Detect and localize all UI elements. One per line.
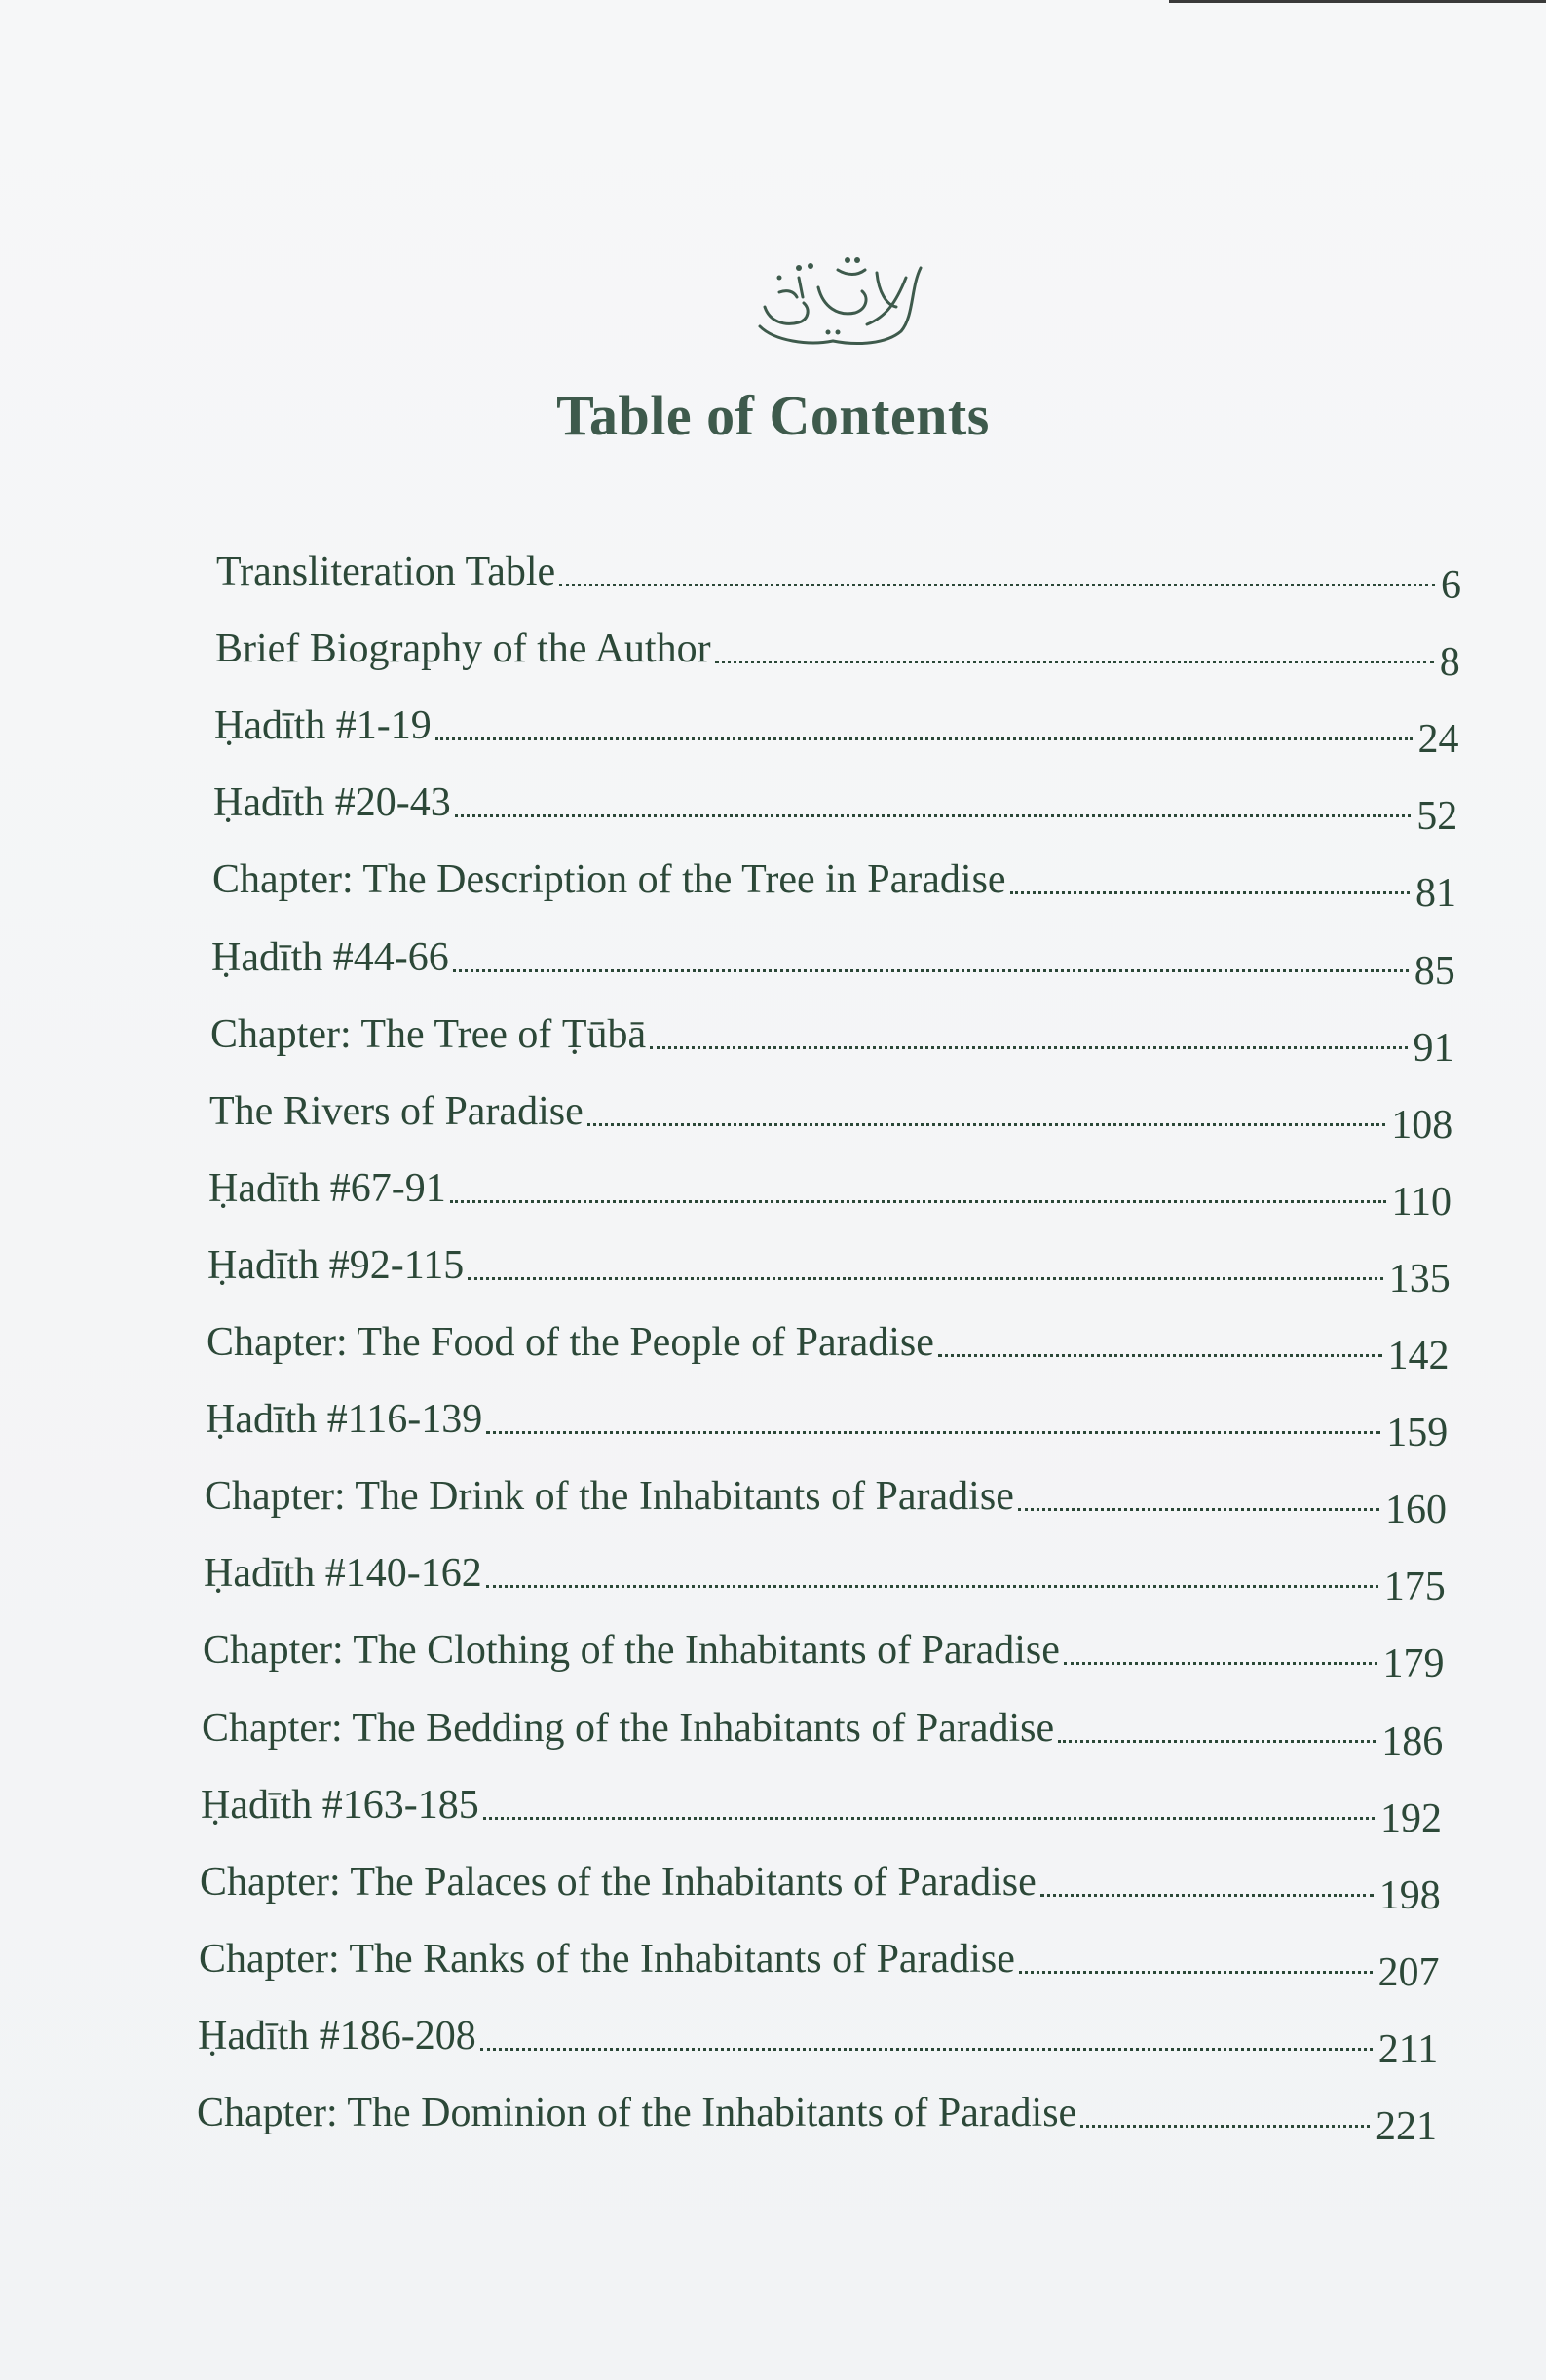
toc-entry-page-number: 108 bbox=[1391, 1102, 1453, 1148]
toc-entry-page-number: 192 bbox=[1380, 1795, 1442, 1841]
page-title: Table of Contents bbox=[556, 384, 990, 447]
toc-entry-label: Ḥadīth #20-43 bbox=[213, 780, 451, 826]
dot-leader bbox=[1018, 1508, 1379, 1511]
toc-entry-label: Ḥadīth #44-66 bbox=[211, 934, 449, 980]
toc-entry-page-number: 198 bbox=[1378, 1872, 1441, 1918]
dot-leader bbox=[483, 1817, 1375, 1820]
toc-entry-page-number: 160 bbox=[1385, 1488, 1447, 1533]
dot-leader bbox=[559, 584, 1435, 586]
toc-entry bbox=[198, 1998, 1439, 2072]
dot-leader bbox=[1058, 1740, 1376, 1743]
toc-entry bbox=[209, 1074, 1453, 1148]
toc-entry-label: Chapter: The Palaces of the Inhabitants of Paradise bbox=[200, 1859, 1037, 1905]
toc-entry-label: Ḥadīth #140-162 bbox=[204, 1551, 482, 1597]
toc-entry bbox=[214, 688, 1459, 763]
toc-entry-label: Brief Biography of the Author bbox=[215, 626, 711, 672]
dot-leader bbox=[486, 1585, 1378, 1588]
toc-entry bbox=[203, 1612, 1445, 1687]
dot-leader bbox=[938, 1354, 1382, 1357]
toc-entry bbox=[210, 997, 1454, 1071]
toc-entry-page-number: 81 bbox=[1415, 871, 1456, 917]
toc-entry-page-number: 6 bbox=[1441, 563, 1461, 608]
dot-leader bbox=[455, 814, 1411, 817]
toc-entry-page-number: 159 bbox=[1386, 1411, 1449, 1456]
dot-leader bbox=[1019, 1971, 1373, 1974]
toc-entry-page-number: 207 bbox=[1377, 1949, 1440, 1995]
toc-entry-label: Ḥadīth #67-91 bbox=[208, 1165, 446, 1211]
toc-entry-page-number: 211 bbox=[1377, 2026, 1439, 2072]
toc-entry bbox=[204, 1535, 1446, 1610]
toc-entry-label: The Rivers of Paradise bbox=[209, 1088, 584, 1134]
toc-entry-page-number: 186 bbox=[1381, 1719, 1444, 1764]
dot-leader bbox=[1010, 891, 1410, 894]
toc-entry bbox=[202, 1690, 1444, 1764]
dot-leader bbox=[1080, 2125, 1370, 2128]
toc-entry bbox=[216, 534, 1461, 608]
dot-leader bbox=[486, 1431, 1380, 1434]
toc-entry bbox=[205, 1458, 1447, 1533]
toc-entry bbox=[215, 611, 1460, 686]
toc-entry-label: Chapter: The Drink of the Inhabitants of Paradise bbox=[205, 1474, 1014, 1520]
toc-entry bbox=[197, 2075, 1437, 2149]
toc-entry-label: Chapter: The Clothing of the Inhabitants of Paradise bbox=[203, 1628, 1060, 1674]
toc-entry-label: Transliteration Table bbox=[216, 549, 556, 594]
toc-entry-page-number: 24 bbox=[1417, 717, 1459, 763]
toc-entry-label: Chapter: The Bedding of the Inhabitants of Paradise bbox=[202, 1705, 1055, 1751]
toc-entry-label: Chapter: The Ranks of the Inhabitants of Paradise bbox=[199, 1936, 1015, 1982]
toc-entry-label: Ḥadīth #92-115 bbox=[207, 1242, 465, 1288]
toc-entry-label: Ḥadīth #163-185 bbox=[201, 1782, 479, 1828]
toc-entry-page-number: 135 bbox=[1388, 1256, 1451, 1302]
dot-leader bbox=[450, 1200, 1386, 1203]
toc-entry bbox=[212, 842, 1456, 917]
toc-entry bbox=[207, 1304, 1450, 1379]
toc-entry-page-number: 221 bbox=[1376, 2104, 1437, 2149]
toc-entry bbox=[206, 1381, 1449, 1456]
dot-leader bbox=[480, 2048, 1373, 2051]
dot-leader bbox=[1040, 1894, 1374, 1897]
toc-entry-page-number: 142 bbox=[1387, 1334, 1450, 1379]
toc-entry-page-number: 179 bbox=[1382, 1642, 1445, 1687]
toc-entry bbox=[208, 1151, 1452, 1225]
toc-entry bbox=[199, 1921, 1440, 1995]
toc-entry bbox=[201, 1767, 1442, 1841]
toc-entry-page-number: 8 bbox=[1439, 640, 1460, 686]
toc-entry-label: Chapter: The Tree of Ṭūbā bbox=[210, 1011, 647, 1057]
toc-entry bbox=[213, 765, 1458, 840]
toc-entry bbox=[200, 1844, 1441, 1918]
toc-entry-label: Chapter: The Description of the Tree in Paradise bbox=[212, 857, 1006, 903]
dot-leader bbox=[650, 1046, 1407, 1049]
toc-entry-label: Chapter: The Food of the People of Paradise bbox=[207, 1320, 934, 1365]
toc-entry-page-number: 175 bbox=[1383, 1565, 1446, 1610]
toc-entry-page-number: 52 bbox=[1416, 794, 1458, 840]
toc-entry-page-number: 91 bbox=[1413, 1025, 1454, 1071]
dot-leader bbox=[435, 737, 1413, 740]
toc-entry-page-number: 85 bbox=[1414, 948, 1455, 994]
dot-leader bbox=[453, 969, 1409, 972]
toc-entry-page-number: 110 bbox=[1391, 1179, 1452, 1225]
toc-entry-label: Ḥadīth #186-208 bbox=[198, 2013, 476, 2059]
toc-entry-label: Ḥadīth #116-139 bbox=[206, 1397, 483, 1443]
dot-leader bbox=[1064, 1662, 1377, 1665]
dot-leader bbox=[587, 1123, 1386, 1126]
toc-entry bbox=[211, 920, 1455, 994]
toc-entry-label: Ḥadīth #1-19 bbox=[214, 703, 432, 749]
toc-entry-label: Chapter: The Dominion of the Inhabitants of Paradise bbox=[197, 2091, 1077, 2135]
toc-entry bbox=[207, 1228, 1451, 1302]
dot-leader bbox=[715, 661, 1434, 663]
dot-leader bbox=[468, 1277, 1383, 1280]
